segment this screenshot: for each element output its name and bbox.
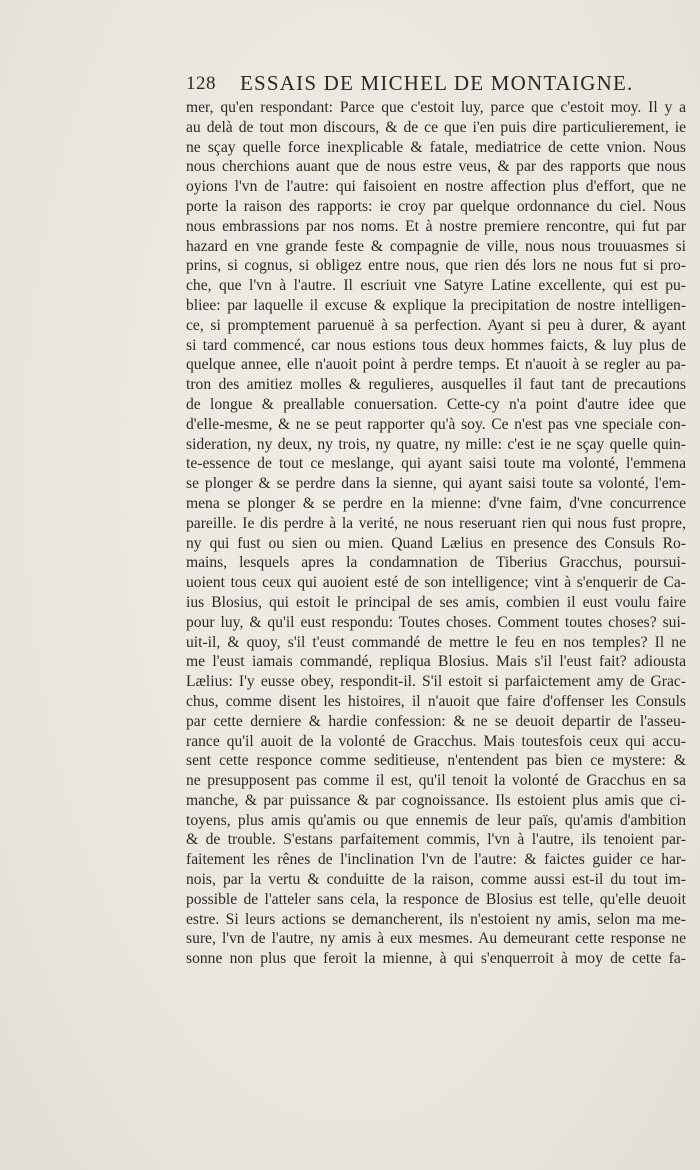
text-line: mains, lesquels apres la condamnation de Tiberius Gracchus, poursui- <box>186 554 686 572</box>
text-line: sure, l'vn de l'autre, ny amis à eux mesmes. Au demeurant cette response ne <box>186 930 686 948</box>
text-line: rance qu'il auoit de la volonté de Gracchus. Mais toutesfois ceux qui accu- <box>186 732 686 750</box>
text-line: uoient tous ceux qui auoient esté de son intelligence; vint à s'enquerir de Ca- <box>186 574 686 592</box>
text-line: sent cette responce comme seditieuse, n'entendent pas bien ce mystere: & <box>186 752 686 770</box>
text-line: de longue & preallable conuersation. Cette-cy n'a point d'autre idee que <box>186 395 686 413</box>
text-line: se plonger & se perdre dans la sienne, qui ayant saisi toute sa volonté, l'em- <box>186 475 686 493</box>
text-line: porte la raison des rapports: ie croy par quelque ordonnance du ciel. Nous <box>186 197 686 215</box>
text-line: hazard en vne grande feste & compagnie de ville, nous nous trouuasmes si <box>186 237 686 255</box>
text-line: mer, qu'en respondant: Parce que c'estoit luy, parce que c'estoit moy. Il y a <box>186 99 686 116</box>
text-line: chus, comme disent les histoires, il n'auoit que faire d'offenser les Consuls <box>186 692 686 710</box>
text-line: che, que l'vn à l'autre. Il escriuit vne Satyre Latine excellente, qui est pu- <box>186 277 686 295</box>
text-line: me l'eust iamais commandé, repliqua Blosius. Mais s'il l'eust fait? adiousta <box>186 653 686 671</box>
text-line: nous cherchions auant que de nous estre veus, & par des rapports que nous <box>186 158 686 176</box>
text-line: tron des amitiez molles & regulieres, ausquelles il faut tant de precautions <box>186 376 686 394</box>
running-title: ESSAIS DE MICHEL DE MONTAIGNE. <box>240 71 634 95</box>
page-number: 128 <box>186 73 216 94</box>
text-line: d'elle-mesme, & ne se peut rapporter qu'à soy. Ce n'est pas vne speciale con- <box>186 415 686 433</box>
text-line: quelque annee, elle n'auoit point à perdre temps. Et n'auoit à se regler au pa- <box>186 356 686 374</box>
text-line: pour luy, & qu'il eust respondu: Toutes choses. Comment toutes choses? sui- <box>186 613 686 631</box>
text-line: possible de l'atteler sans cela, la responce de Blosius est telle, qu'elle deuoit <box>186 890 686 908</box>
text-line: faitement les rênes de l'inclination l'vn de l'autre: & faictes guider ce har- <box>186 851 686 869</box>
text-line: & de trouble. S'estans parfaitement commis, l'vn à l'autre, ils tenoient par- <box>186 831 686 849</box>
text-line: mena se plonger & se perdre en la mienne: d'vne faim, d'vne concurrence <box>186 494 686 512</box>
text-line: toyens, plus amis qu'amis ou que ennemis de leur païs, qu'amis d'ambition <box>186 811 686 829</box>
text-line: nous embrassions par nos noms. Et à nostre premiere rencontre, qui fut par <box>186 217 686 235</box>
text-line: si tard commencé, car nous estions tous deux hommes faicts, & luy plus de <box>186 336 686 354</box>
text-line: estre. Si leurs actions se demancherent, ils n'estoient ny amis, selon ma me- <box>186 910 686 928</box>
text-line: par cette derniere & hardie confession: & ne se deuoit departir de l'asseu- <box>186 712 686 730</box>
page-header <box>186 71 684 101</box>
text-line: au delà de tout mon discours, & de ce que i'en puis dire particulierement, ie <box>186 118 686 136</box>
text-line: uit-il, & quoy, s'il t'eust commandé de mettre le feu en nos temples? Il ne <box>186 633 686 651</box>
text-line: sideration, ny deux, ny trois, ny quatre, ny mille: c'est ie ne sçay quelle quin- <box>186 435 686 453</box>
text-line: manche, & par puissance & par cognoissance. Ils estoient plus amis que ci- <box>186 791 686 809</box>
text-line: ne presupposent pas comme il est, qu'il tenoit la volonté de Gracchus en sa <box>186 772 686 790</box>
text-line: te-essence de tout ce meslange, qui ayant saisi toute ma volonté, l'emmena <box>186 455 686 473</box>
text-line: pareille. Ie dis perdre à la verité, ne nous reseruant rien qui nous fust propre, <box>186 514 686 532</box>
body-text <box>186 98 686 969</box>
text-line: sonne non plus que feroit la mienne, à qui s'enquerroit à moy de cette fa- <box>186 950 686 968</box>
text-line: ny qui fust ou sien ou mien. Quand Lælius en presence des Consuls Ro- <box>186 534 686 552</box>
text-line: Lælius: I'y eusse obey, respondit-il. S'il estoit si parfaictement amy de Grac- <box>186 673 686 691</box>
text-line: bliee: par laquelle il excuse & explique la precipitation de nostre intelligen- <box>186 296 686 314</box>
text-line: ce, si promptement paruenuë à sa perfection. Ayant si peu à durer, & ayant <box>186 316 686 334</box>
text-line: ne sçay quelle force inexplicable & fatale, mediatrice de cette vnion. Nous <box>186 138 686 156</box>
text-line: nois, par la vertu & conduitte de la raison, comme aussi est-il du tout im- <box>186 871 686 889</box>
text-line: oyions l'vn de l'autre: qui faisoient en nostre affection plus d'effort, que ne <box>186 178 686 196</box>
text-line: ius Blosius, qui estoit le principal de ses amis, combien il eust voulu faire <box>186 593 686 611</box>
text-line: prins, si cognus, si obligez entre nous, que rien dés lors ne nous fut si pro- <box>186 257 686 275</box>
